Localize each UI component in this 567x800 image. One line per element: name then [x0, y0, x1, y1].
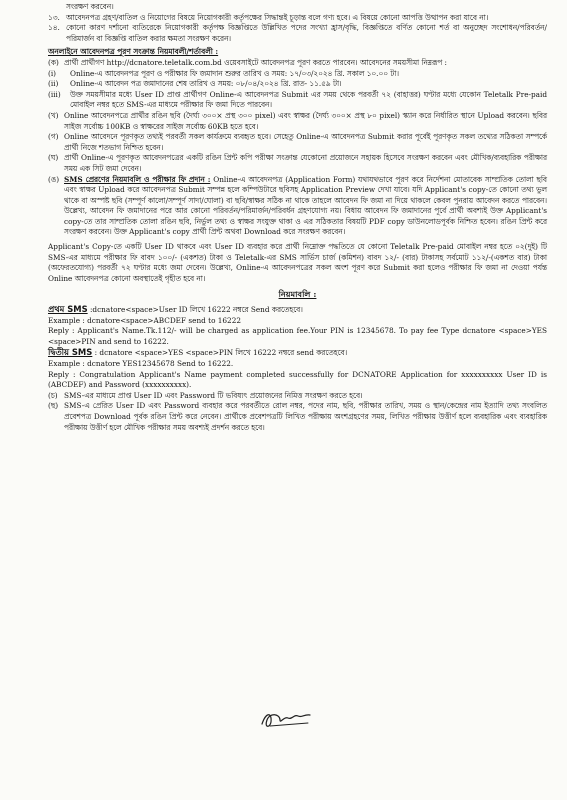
- fee-paragraph: Applicant's Copy-তে একটি User ID থাকবে এবং User ID ব্যবহার করে প্রার্থী নিম্নোক্ত পদ্ধতিতে যে কোনো Teletalk Pre-paid মোবাইল নম্বর হতে ০২(দুই) টি SMS-এর মাধ্যমে পরীক্ষার ফি বাবদ ১০০/- (একশত) টাকা ও Teletalk-এর SMS সার্ভিস চার্জ (কমিশন) বাবদ ১২/- (বার) টাকাসহ সর্বমোট ১১২/-(একশত বার) টাকা (অফেরতযোগ্য) পরবর্তী ৭২ ঘণ্টার মধ্যে জমা দেবেন। উল্লেখ্য, Online-এ আবেদনপত্রের সকল অংশ পূরণ করে Submit করা হলেও পরীক্ষার ফি জমা না দেওয়া পর্যন্ত Online আবেদনপত্র কোনো অবস্থাতেই গৃহীত হবে না।: [48, 242, 547, 283]
- clause-number: ১৩.: [48, 12, 60, 22]
- item-marker: (ক): [48, 57, 59, 67]
- note-chha: [48, 401, 547, 433]
- item-text: Online আবেদনপত্রে প্রার্থীর রঙিন ছবি (দৈর্ঘ্য ৩০০× প্রস্থ ৩০০ pixel) এবং স্বাক্ষর (দৈর্ঘ্য ৩০০× প্রস্থ ৮০ pixel) স্ক্যান করে নির্ধারিত স্থানে Upload করবেন। ছবির সাইজ সর্বোচ্চ 100KB ও স্বাক্ষরের সাইজ সর্বোচ্চ 60KB হতে হবে।: [64, 110, 547, 131]
- second-sms-format: : dcnatore <space>YES <space>PIN লিখে 16222 নম্বরে send করতেহবে।: [94, 348, 348, 358]
- online-item-kha: [48, 111, 547, 132]
- item-marker: (ঘ): [48, 153, 59, 163]
- clause-13: [48, 13, 547, 24]
- signature: [258, 706, 318, 732]
- item-text: Online আবেদনে পূরণকৃত তথ্যই পরবর্তী সকল কার্যক্রমে ব্যবহৃত হবে। সেহেতু Online-এ আবেদনপত্র Submit করার পূর্বেই পূরণকৃত সকল তথ্যের সঠিকতা সম্পর্কে প্রার্থী নিজে শতভাগ নিশ্চিত হবেন।: [64, 132, 547, 152]
- item-text: প্রার্থী প্রার্থীগণ http://dcnatore.teletalk.com.bd ওয়েবসাইটে আবেদনপত্র পূরণ করতে পারবেন। আবেদনের সময়সীমা নিম্নরূপ :: [64, 57, 447, 67]
- clause-14: [48, 23, 547, 44]
- item-text: প্রার্থী Online-এ পূরণকৃত আবেদনপত্রের একটি রঙিন প্রিন্ট কপি পরীক্ষা সংক্রান্ত যেকোনো প্রয়োজনে সহায়ক হিসেবে সংরক্ষণ করবেন এবং মৌখিক/ব্যবহারিক পরীক্ষার সময় এক সিট জমা দেবেন।: [64, 153, 547, 173]
- online-item-i: [48, 69, 547, 80]
- sms-section: [48, 289, 547, 433]
- item-marker: (ঙ): [48, 174, 60, 184]
- online-item-ii: [48, 79, 547, 90]
- sms-rules-title: নিয়মাবলি :: [278, 289, 317, 300]
- online-item-iii: [48, 90, 547, 111]
- sms-rule-body: Online-এ আবেদনপত্র (Application Form) যথাযথভাবে পূরণ করে নির্দেশনা মোতাবেক সাম্প্রতিক তোলা ছবি এবং স্বাক্ষর Upload করে আবেদনপত্র Submit সম্পন্ন হলে কম্পিউটারে ছবিসহ Application Preview দেখা যাবে। যদি Applicant's copy-তে কোনো তথ্য ভুল থাকে বা অস্পষ্ট ছবি (সম্পূর্ণ কালো/সম্পূর্ণ সাদা/ঘোলা) বা ছবি/স্বাক্ষর সঠিক না থাকে তাহলে আবেদন ফি জমা না দিয়ে থাকলে কেবল পুনরায় আবেদন করতে পারবেন। উল্লেখ্য, আবেদন ফি জমাদানের পরে আর কোনো পরিবর্তন/পরিমার্জন/পরিবর্ধন গ্রহণযোগ্য নয়। বিধায় আবেদন ফি জমাদানের পূর্বে প্রার্থী অবশ্যই উক্ত Applicant's copy-তে তার সাম্প্রতিক তোলা রঙিন ছবি, নির্ভুল তথ্য ও স্বাক্ষর সংযুক্ত থাকা ও এর সঠিকতার বিষয়টি PDF copy ডাউনলোডপূর্বক নিশ্চিত হবেন। রঙিন প্রিন্ট করে সংরক্ষণ করবেন। উক্ত Applicant's copy প্রার্থী প্রিন্ট অথবা Download করে সংরক্ষণ করবেন।: [64, 174, 547, 237]
- first-sms-line: [48, 304, 547, 316]
- item-marker: (চ): [48, 390, 58, 400]
- item-text: Online-এ আবেদনপত্র পূরণ ও পরীক্ষার ফি জমাদান শুরুর তারিখ ও সময়: ১৭/০৩/২০২৪ খ্রি. সকাল ১০.০০ টা।: [70, 68, 399, 78]
- item-text: [64, 175, 547, 239]
- top-section: [48, 2, 547, 44]
- second-sms-reply: Reply : Congratulation Applicant's Name payment completed successfully for DCNATORE Application for xxxxxxxxxx User ID is (ABCDEF) and Password (xxxxxxxxxx).: [48, 369, 547, 390]
- item-marker: (ছ): [48, 401, 59, 411]
- online-section: [48, 47, 547, 284]
- online-item-ga: [48, 132, 547, 153]
- item-text: SMS-এ প্রেরিত User ID এবং Password ব্যবহার করে পরবর্তীতে রোল নম্বর, পদের নাম, ছবি, পরীক্ষার তারিখ, সময় ও স্থান/কেন্দ্রের নাম ইত্যাদি তথ্য সংবলিত প্রবেশপত্র Download পূর্বক রঙিন প্রিন্ট করে নেবেন। প্রার্থীকে প্রবেশপত্রটি লিখিত পরীক্ষায় অংশগ্রহণের সময়, লিখিত পরীক্ষায় উত্তীর্ণ হলে ব্যবহারিক এবং ব্যবহারিক পরীক্ষায় উত্তীর্ণ হলে মৌখিক পরীক্ষার সময় অবশ্যই প্রদর্শন করতে হবে।: [64, 401, 547, 432]
- item-marker: (iii): [48, 89, 61, 99]
- clause-text: আবেদনপত্র গ্রহণ/বাতিল ও নিয়োগের বিষয়ে নিয়োগকারী কর্তৃপক্ষের সিদ্ধান্তই চূড়ান্ত বলে গণ্য হবে। এ বিষয়ে কোনো আপত্তি উত্থাপন করা যাবে না।: [66, 12, 489, 22]
- first-sms-example: Example : dcnatore<space>ABCDEF send to 16222: [48, 315, 241, 325]
- online-item-sms-rules: [48, 175, 547, 239]
- first-sms-label: প্রথম SMS: [48, 304, 88, 315]
- second-sms-example: Example : dcnatore YES12345678 Send to 16222.: [48, 359, 234, 368]
- sms-rule-label: SMS প্রেরণের নিয়মাবলি ও পরীক্ষার ফি প্রদান :: [64, 174, 211, 184]
- online-item-gha: [48, 153, 547, 174]
- note-cha: [48, 391, 547, 402]
- clause-number: ১৪.: [48, 23, 60, 33]
- online-heading: অনলাইনে আবেদনপত্র পূরণ সংক্রান্ত নিয়মাবলী/শর্তাবলী :: [48, 47, 219, 57]
- item-marker: (খ): [48, 110, 59, 120]
- item-marker: (গ): [48, 132, 59, 142]
- item-marker: (ii): [48, 79, 59, 89]
- item-marker: (i): [48, 68, 57, 78]
- first-sms-format: :dcnatore<space>User ID লিখে 16222 নম্বরে Send করতেহবে।: [89, 305, 303, 315]
- clause-text: কোনো কারণ দর্শানো ব্যতিরেকে নিয়োগকারী কর্তৃপক্ষ বিজ্ঞপ্তিতে উল্লিখিত পদের সংখ্যা হ্রাস/বৃদ্ধি, বিজ্ঞপ্তিতে বর্ণিত কোনো শর্ত বা অনুচ্ছেদ সংশোধন/পরিবর্তন/পরিমার্জন বা বিজ্ঞপ্তি বাতিল করার ক্ষমতা সংরক্ষণ করেন।: [66, 23, 547, 43]
- second-sms-label: দ্বিতীয় SMS: [48, 347, 93, 358]
- item-text: SMS-এর মাধ্যমে প্রাপ্ত User ID এবং Password টি ভবিষ্যৎ প্রয়োজনের নিমিত্ত সংরক্ষণ করতে হবে।: [64, 390, 363, 400]
- first-sms-reply: Reply : Applicant's Name.Tk.112/- will be charged as application fee.Your PIN is 12345678. To pay fee Type dcnatore <space>YES <space>PIN and send to 16222.: [48, 326, 547, 346]
- item-text: Online-এ আবেদন পত্র জমাদানের শেষ তারিখ ও সময়: ০৮/০৪/২০২৪ খ্রি. রাত- ১১.৫৯ টা।: [70, 79, 342, 89]
- second-sms-line: [48, 347, 547, 359]
- online-item-ka: [48, 58, 547, 69]
- continuation-line: সংরক্ষণ করবেন।: [66, 2, 114, 11]
- item-text: উক্ত সময়সীমার মধ্যে User ID প্রাপ্ত প্রার্থীগণ Online-এ আবেদনপত্র Submit এর সময় থেকে পরবর্তী ৭২ (বাহাত্তর) ঘণ্টার মধ্যে যেকোন Teletalk Pre-paid মোবাইল নম্বর হতে SMS-এর মাধ্যমে পরীক্ষার ফি জমা দিতে পারবেন।: [70, 89, 547, 110]
